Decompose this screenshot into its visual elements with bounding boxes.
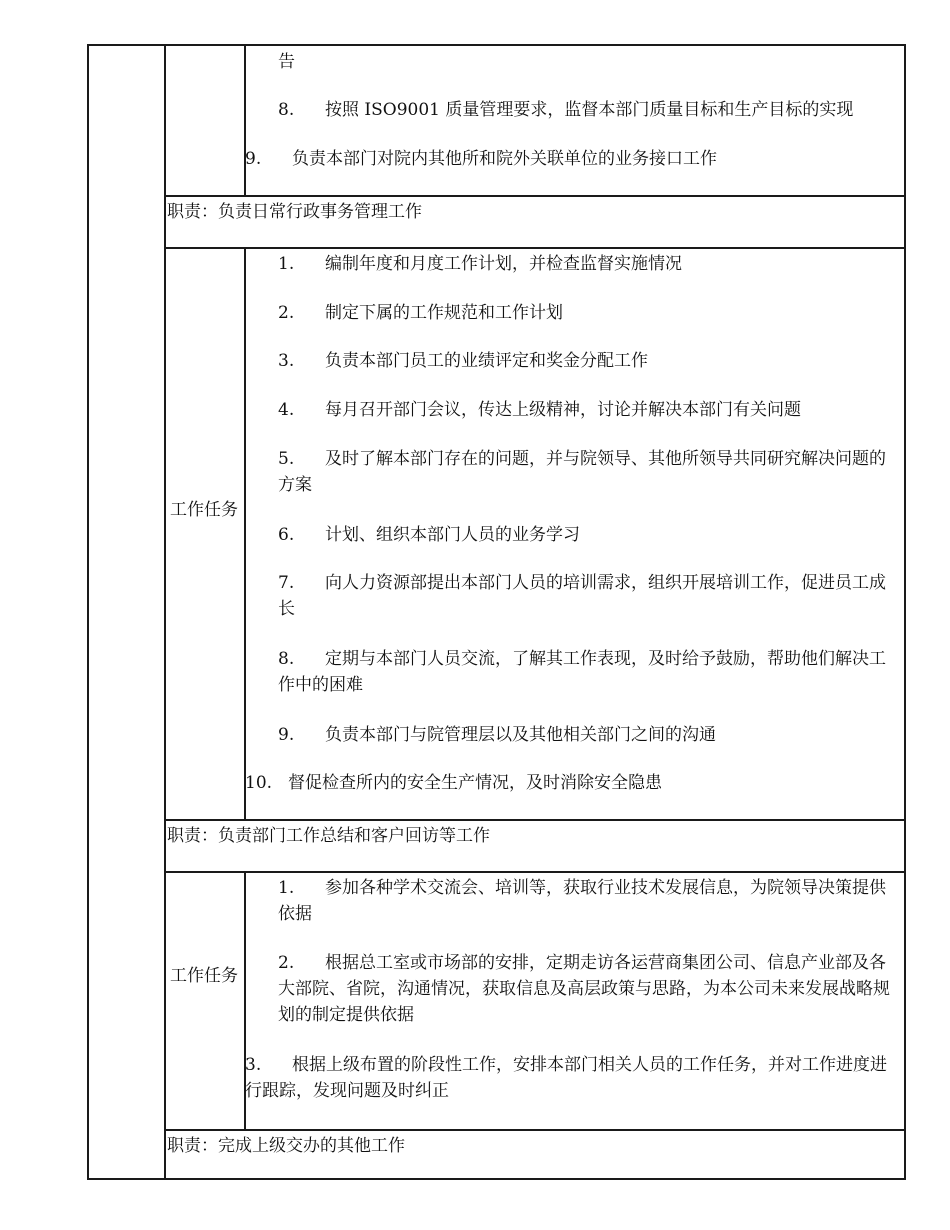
list-item [278,446,890,498]
row-divider [166,819,906,821]
list-item [278,646,890,698]
task-column-divider [244,248,246,820]
task-column-divider [244,46,246,196]
item-number: 3. [245,1055,262,1075]
item-text: 计划、组织本部门人员的业务学习 [325,525,580,545]
item-number: 1. [278,878,295,898]
item-number: 2. [278,303,295,323]
task-label: 工作任务 [170,966,238,986]
item-number: 1. [278,254,295,274]
item-number: 6. [278,525,295,545]
list-item [278,251,682,277]
item-text: 按照 ISO9001 质量管理要求，监督本部门质量目标和生产目标的实现 [325,100,854,120]
item-number: 7. [278,573,295,593]
item-number: 10. [245,773,273,793]
duty-heading: 职责：负责部门工作总结和客户回访等工作 [167,826,490,846]
list-item [278,397,801,423]
item-number: 8. [278,100,295,120]
item-number: 2. [278,953,295,973]
list-item [278,97,853,123]
item-text: 及时了解本部门存在的问题，并与院领导、其他所领导共同研究解决问题的方案 [278,449,886,495]
list-item [278,348,648,374]
duty-heading: 职责：完成上级交办的其他工作 [167,1136,405,1156]
list-item [278,300,563,326]
item-text: 向人力资源部提出本部门人员的培训需求，组织开展培训工作，促进员工成长 [278,573,886,619]
list-item [278,570,890,622]
item-number: 5. [278,449,295,469]
row-divider [166,1129,906,1131]
list-item [278,950,898,1028]
list-item [245,146,717,172]
responsibility-table [87,44,906,1180]
continued-text: 告 [278,52,295,72]
list-item [245,770,662,796]
item-number: 3. [278,351,295,371]
item-text: 负责本部门对院内其他所和院外关联单位的业务接口工作 [292,149,717,169]
item-text: 督促检查所内的安全生产情况，及时消除安全隐患 [288,773,662,793]
list-item [278,722,716,748]
item-text: 根据总工室或市场部的安排，定期走访各运营商集团公司、信息产业部及各大部院、省院，沟通情况，获取信息及高层政策与思路，为本公司未来发展战略规划的制定提供依据 [278,953,890,1025]
item-text: 负责本部门员工的业绩评定和奖金分配工作 [325,351,648,371]
task-label: 工作任务 [170,500,238,520]
row-divider [166,871,906,873]
table-left-column [89,46,166,1178]
item-text: 制定下属的工作规范和工作计划 [325,303,563,323]
item-number: 9. [278,725,295,745]
row-divider [166,247,906,249]
item-text: 每月召开部门会议，传达上级精神，讨论并解决本部门有关问题 [325,400,801,420]
item-number: 8. [278,649,295,669]
item-text: 参加各种学术交流会、培训等，获取行业技术发展信息，为院领导决策提供依据 [278,878,886,924]
row-divider [166,195,906,197]
list-item [278,875,890,927]
item-text: 负责本部门与院管理层以及其他相关部门之间的沟通 [325,725,716,745]
list-item [278,522,580,548]
list-item [245,1052,895,1104]
item-text: 定期与本部门人员交流，了解其工作表现，及时给予鼓励，帮助他们解决工作中的困难 [278,649,886,695]
duty-heading: 职责：负责日常行政事务管理工作 [167,202,422,222]
item-number: 9. [245,149,262,169]
item-number: 4. [278,400,295,420]
item-text: 编制年度和月度工作计划，并检查监督实施情况 [325,254,682,274]
item-text: 根据上级布置的阶段性工作，安排本部门相关人员的工作任务，并对工作进度进行跟踪，发现问题及时纠正 [245,1055,887,1101]
